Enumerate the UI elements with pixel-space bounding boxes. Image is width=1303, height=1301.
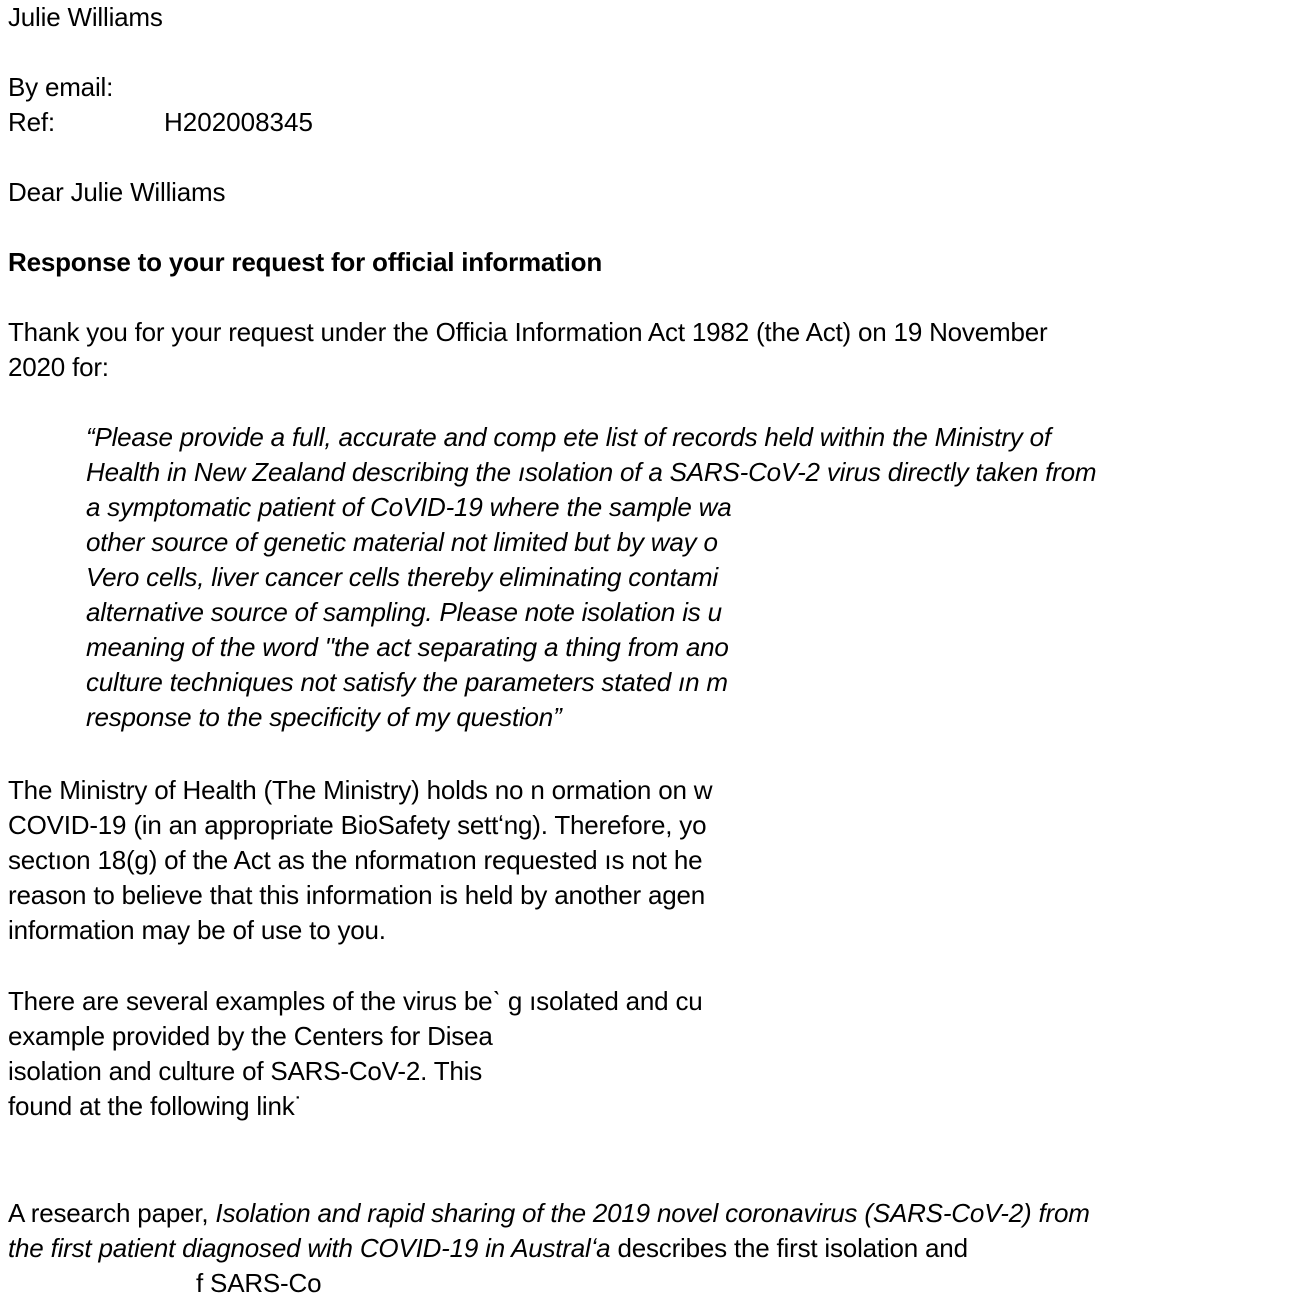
paragraph-line (8, 1231, 968, 1266)
paragraph-line: The Ministry of Health (The Ministry) holds no n ormation on w (8, 775, 713, 805)
quote-line: “Please provide a full, accurate and comp ete list of records held within the Ministry of (86, 422, 1051, 452)
paragraph-line: There are several examples of the virus beˋ g ısolated and cu (8, 986, 703, 1016)
quote-line: Vero cells, liver cancer cells thereby eliminating contami (86, 562, 718, 592)
by-email-label: By email: (8, 72, 114, 102)
quote-line: a symptomatic patient of CoVID-19 where the sample wa (86, 492, 732, 522)
quote-line: response to the specificity of my question” (86, 702, 562, 732)
intro-line: 2020 for: (8, 352, 109, 382)
paragraph-line: found at the following link˙ (8, 1091, 304, 1121)
paragraph-line: example provided by the Centers for Disea (8, 1021, 493, 1051)
intro-line: Thank you for your request under the Officia Information Act 1982 (the Act) on 19 November (8, 317, 1048, 347)
quote-line: other source of genetic material not limited but by way o (86, 527, 718, 557)
paragraph-line: f SARS-Co (196, 1268, 322, 1298)
paragraph-line: reason to believe that this information is held by another agen (8, 880, 706, 910)
research-paper-title-continued: the first patient diagnosed with COVID-19 in Australʻa (8, 1233, 611, 1263)
ref-label: Ref: (8, 107, 55, 137)
recipient-name: Julie Williams (8, 2, 163, 32)
research-paper-title: Isolation and rapid sharing of the 2019 novel coronavirus (SARS-CoV-2) from (215, 1198, 1090, 1228)
paragraph-line: COVID-19 (in an appropriate BioSafety settʻng). Therefore, yo (8, 810, 707, 840)
salutation: Dear Julie Williams (8, 177, 226, 207)
ref-value: H202008345 (164, 107, 313, 137)
letter-heading: Response to your request for official information (8, 247, 603, 277)
paragraph-line (8, 1196, 1090, 1231)
quote-line: Health in New Zealand describing the ısolation of a SARS-CoV-2 virus directly taken from (86, 457, 1097, 487)
research-intro-text: A research paper, (8, 1198, 216, 1228)
quote-line: meaning of the word "the act separating a thing from ano (86, 632, 729, 662)
paragraph-line: sectıon 18(g) of the Act as the nformatıon requested ıs not he (8, 845, 703, 875)
paragraph-line: isolation and culture of SARS-CoV-2. This (8, 1056, 483, 1086)
paragraph-line: information may be of use to you. (8, 915, 386, 945)
quote-line: alternative source of sampling. Please note isolation is u (86, 597, 722, 627)
quote-line: culture techniques not satisfy the parameters stated ın m (86, 667, 728, 697)
research-description-text: describes the first isolation and (610, 1233, 968, 1263)
